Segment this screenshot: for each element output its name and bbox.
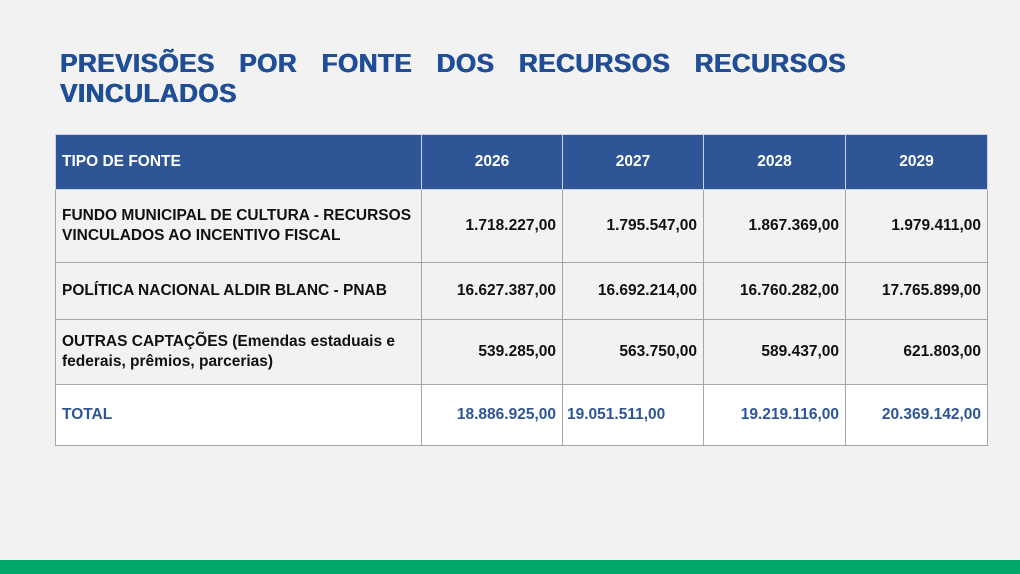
table-header-row [56,135,988,190]
cell-value: 17.765.899,00 [846,263,988,320]
page-title: PREVISÕES POR FONTE DOS RECURSOS RECURSOS VINCULADOS [60,48,846,108]
column-header-2029: 2029 [846,135,988,190]
column-header-source-type: TIPO DE FONTE [56,135,422,190]
cell-value: 16.627.387,00 [422,263,563,320]
total-value: 20.369.142,00 [846,385,988,446]
cell-value: 16.760.282,00 [704,263,846,320]
total-value: 18.886.925,00 [422,385,563,446]
row-label: OUTRAS CAPTAÇÕES (Emendas estaduais e federais, prêmios, parcerias) [56,320,422,385]
table-row [56,263,988,320]
column-header-2026: 2026 [422,135,563,190]
table-row [56,190,988,263]
footer-accent-bar [0,560,1020,574]
cell-value: 621.803,00 [846,320,988,385]
revenue-forecast-table [55,134,988,446]
table-row [56,320,988,385]
cell-value: 1.867.369,00 [704,190,846,263]
total-row [56,385,988,446]
column-header-2027: 2027 [563,135,704,190]
total-value: 19.051.511,00 [563,385,704,446]
cell-value: 1.979.411,00 [846,190,988,263]
cell-value: 1.718.227,00 [422,190,563,263]
cell-value: 16.692.214,00 [563,263,704,320]
total-value: 19.219.116,00 [704,385,846,446]
cell-value: 539.285,00 [422,320,563,385]
cell-value: 563.750,00 [563,320,704,385]
cell-value: 589.437,00 [704,320,846,385]
cell-value: 1.795.547,00 [563,190,704,263]
column-header-2028: 2028 [704,135,846,190]
row-label: POLÍTICA NACIONAL ALDIR BLANC - PNAB [56,263,422,320]
row-label: FUNDO MUNICIPAL DE CULTURA - RECURSOS VINCULADOS AO INCENTIVO FISCAL [56,190,422,263]
total-label: TOTAL [56,385,422,446]
